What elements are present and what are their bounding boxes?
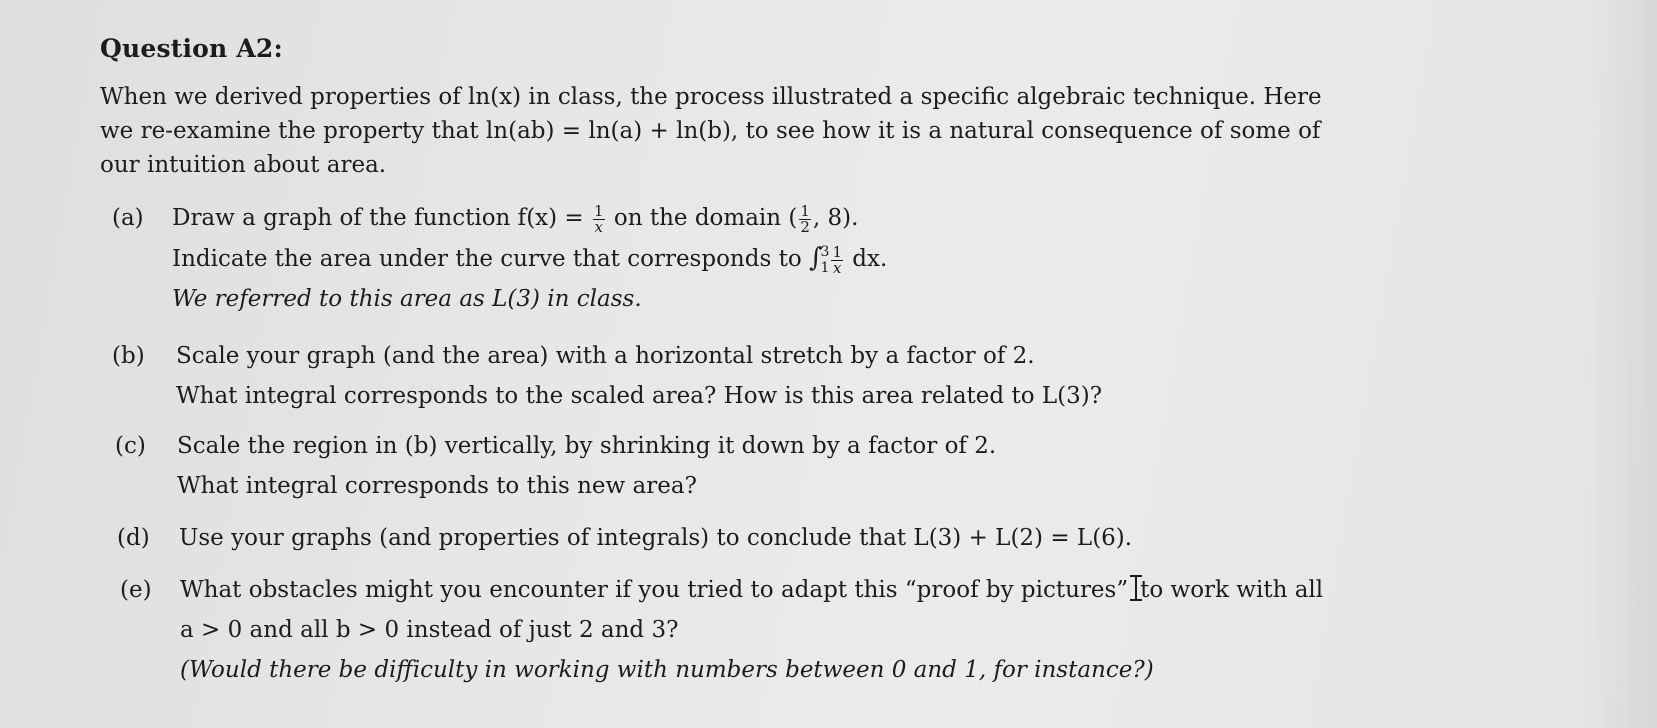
- part-c-body: [177, 426, 996, 506]
- part-d: [117, 518, 1217, 558]
- part-b-body: [176, 336, 1102, 416]
- fraction-numerator: 1: [800, 201, 810, 220]
- part-d-body: [179, 518, 1132, 558]
- intro-line-3: our intuition about area.: [100, 152, 387, 178]
- part-e: [120, 570, 1400, 690]
- part-a-text-4: Indicate the area under the curve that corresponds to: [172, 246, 809, 272]
- intro-line-2: we re-examine the property that ln(ab) = ln(a) + ln(b), to see how it is a natural consequence of some of: [100, 118, 1321, 144]
- fraction-integrand: [831, 242, 843, 277]
- integral-upper-limit: 3: [820, 244, 830, 260]
- part-a-text-5: dx.: [845, 246, 888, 272]
- integral-sign: ∫: [808, 243, 823, 273]
- part-e-line-1: [180, 570, 1323, 610]
- part-c-line-2: What integral corresponds to this new area?: [177, 473, 697, 499]
- question-title: Question A2:: [100, 34, 283, 63]
- part-a-line-2: [172, 238, 887, 279]
- part-e-body: [180, 570, 1323, 690]
- part-b-line-1: Scale your graph (and the area) with a horizontal stretch by a factor of 2.: [176, 343, 1035, 369]
- part-d-line-1: Use your graphs (and properties of integrals) to conclude that L(3) + L(2) = L(6).: [179, 525, 1133, 551]
- fraction-one-half: [799, 201, 811, 236]
- part-a-text-2: on the domain (: [606, 205, 798, 231]
- part-b: [112, 336, 1212, 416]
- part-a-body: [172, 198, 887, 319]
- fraction-denominator: 2: [800, 217, 810, 236]
- fraction-denominator: x: [832, 258, 842, 277]
- fraction-numerator: 1: [594, 201, 604, 220]
- integral-lower-limit: 1: [820, 260, 830, 276]
- part-e-text-1: What obstacles might you encounter if you tried to adapt this “proof by pictures”: [180, 577, 1129, 603]
- part-e-line-2: a > 0 and all b > 0 instead of just 2 and 3?: [180, 617, 679, 643]
- part-d-label: (d): [117, 525, 150, 551]
- fraction-denominator: x: [594, 217, 604, 236]
- fraction-numerator: 1: [832, 242, 842, 261]
- intro-paragraph: [100, 80, 1500, 182]
- part-a-text-3: , 8).: [812, 205, 859, 231]
- fraction-1-over-x: [593, 201, 605, 236]
- intro-line-1: When we derived properties of ln(x) in class, the process illustrated a specific algebraic technique. Here: [100, 84, 1322, 110]
- integral-limits: [821, 244, 830, 276]
- part-b-label: (b): [112, 343, 145, 369]
- part-c-line-1: Scale the region in (b) vertically, by shrinking it down by a factor of 2.: [177, 433, 997, 459]
- page-edge-shadow: [1587, 0, 1657, 728]
- part-a-line-3: We referred to this area as L(3) in class.: [172, 286, 642, 312]
- part-e-line-3: (Would there be difficulty in working with numbers between 0 and 1, for instance?): [180, 657, 1154, 683]
- part-e-label: (e): [120, 577, 152, 603]
- part-c: [115, 426, 1115, 506]
- part-c-label: (c): [115, 433, 146, 459]
- part-a: [112, 198, 1112, 328]
- part-a-line-1: [172, 198, 887, 238]
- part-a-label: (a): [112, 205, 144, 231]
- part-a-text-1: Draw a graph of the function f(x) =: [172, 205, 592, 231]
- part-b-line-2: What integral corresponds to the scaled area? How is this area related to L(3)?: [176, 383, 1103, 409]
- text-cursor-icon: [1130, 575, 1142, 601]
- part-e-text-2: to work with all: [1140, 577, 1324, 603]
